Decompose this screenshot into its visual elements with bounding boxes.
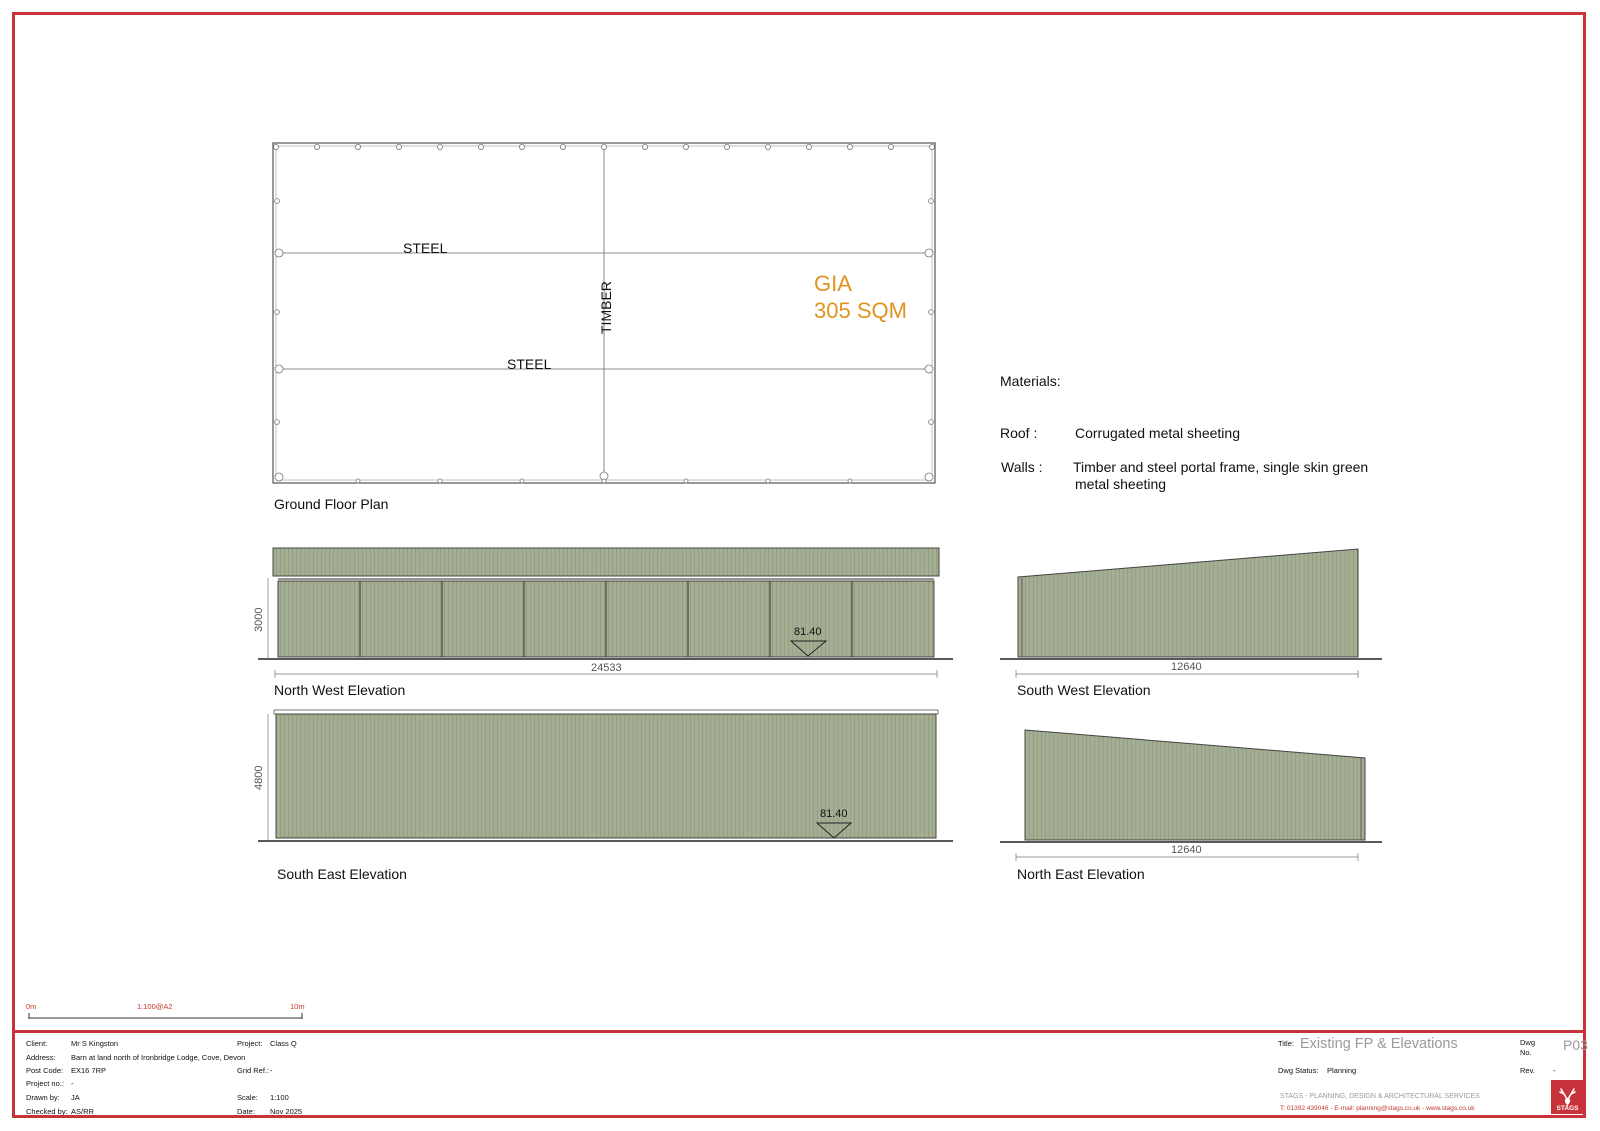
scale-bar-start: 0m [26,1002,37,1011]
dwg-no-key-line1: Dwg [1520,1038,1536,1047]
plan-post [929,199,934,204]
steel-beam-label-lower: STEEL [507,356,552,372]
south-west-elevation-caption: South West Elevation [1017,682,1151,698]
materials-walls-line1: Timber and steel portal frame, single skin green [1073,459,1369,475]
scale-bar-ratio: 1:100@A2 [137,1002,173,1011]
dwg-status-key: Dwg Status: [1278,1066,1319,1075]
address-key: Address: [26,1053,56,1062]
checked-by-value: AS/RR [71,1107,94,1116]
scale-value: 1:100 [270,1093,289,1102]
stags-logo-text: STAGS [1556,1105,1579,1112]
plan-post [314,144,319,149]
plan-post [724,144,729,149]
rev-value: - [1553,1066,1556,1075]
dwg-no-value: P03 [1563,1037,1588,1053]
plan-post [275,473,283,481]
plan-post [684,479,688,483]
plan-post [929,144,934,149]
project-no-value: - [71,1079,74,1088]
project-no-key: Project no.: [26,1079,64,1088]
materials-walls-line2: metal sheeting [1075,476,1167,492]
plan-post [642,144,647,149]
plan-post [683,144,688,149]
plan-post [847,144,852,149]
materials-heading: Materials: [1000,373,1061,389]
se-level-marker: 81.40 [820,808,848,820]
materials-walls-value [1073,459,1368,493]
materials-walls-key: Walls : [1001,459,1043,475]
gia-value: 305 SQM [814,298,907,323]
drawn-by-key: Drawn by: [26,1093,60,1102]
plan-post [925,473,933,481]
south-east-elevation [258,710,953,841]
plan-post [925,365,933,373]
ne-width-dimension: 12640 [1171,844,1202,856]
postcode-key: Post Code: [26,1066,64,1075]
drawing-title: Existing FP & Elevations [1300,1036,1458,1052]
nw-width-dimension: 24533 [591,662,622,674]
plan-post [602,479,606,483]
date-key: Date: [237,1107,255,1116]
address-value: Barn at land north of Ironbridge Lodge, Cove, Devon [71,1053,246,1062]
plan-post [396,144,401,149]
materials-roof-value: Corrugated metal sheeting [1075,425,1240,441]
plan-post [519,144,524,149]
plan-post [275,365,283,373]
plan-post [437,144,442,149]
title-key: Title: [1278,1039,1294,1048]
timber-beam-label: TIMBER [598,281,614,334]
plan-post [520,479,524,483]
north-west-elevation [258,548,953,678]
nw-height-dimension: 3000 [253,607,265,632]
scale-bar-end: 10m [290,1002,305,1011]
south-east-elevation-caption: South East Elevation [277,866,407,882]
plan-post [275,199,280,204]
dwg-no-key-line2: No. [1520,1048,1532,1057]
ground-floor-plan-caption: Ground Floor Plan [274,496,389,512]
date-value: Nov 2025 [270,1107,303,1116]
scale-bar [29,1013,302,1019]
plan-post [929,420,934,425]
north-east-elevation-caption: North East Elevation [1017,866,1145,882]
plan-post [355,144,360,149]
plan-post [438,479,442,483]
drawn-by-value: JA [71,1093,80,1102]
plan-post [765,144,770,149]
nw-level-marker: 81.40 [794,626,822,638]
checked-by-key: Checked by: [26,1107,68,1116]
plan-post [275,249,283,257]
scale-key: Scale: [237,1093,258,1102]
gia-area-label [814,270,907,324]
plan-post [275,310,280,315]
plan-post [356,479,360,483]
plan-post [806,144,811,149]
plan-post [888,144,893,149]
steel-beam-label-upper: STEEL [403,240,448,256]
sw-width-dimension: 12640 [1171,661,1202,673]
plan-post [275,420,280,425]
plan-post [560,144,565,149]
north-east-elevation [1000,730,1382,861]
project-value: Class Q [270,1039,297,1048]
plan-post [601,144,606,149]
grid-ref-key: Grid Ref.: [237,1066,270,1075]
materials-roof-key: Roof : [1000,425,1038,441]
stags-logo [1551,1080,1584,1114]
dwg-no-key [1520,1038,1535,1058]
plan-post [929,310,934,315]
client-key: Client: [26,1039,48,1048]
dwg-status-value: Planning [1327,1066,1357,1075]
north-west-elevation-caption: North West Elevation [274,682,406,698]
gia-heading: GIA [814,271,852,296]
company-name: STAGS - PLANNING, DESIGN & ARCHITECTURAL SERVICES [1280,1093,1480,1100]
rev-key: Rev. [1520,1066,1535,1075]
plan-post [848,479,852,483]
client-value: Mr S Kingston [71,1039,119,1048]
project-key: Project: [237,1039,263,1048]
company-contact: T: 01392 439046 - E-mail: planning@stags.co.uk - www.stags.co.uk [1280,1105,1475,1112]
plan-post [925,249,933,257]
postcode-value: EX16 7RP [71,1066,107,1075]
plan-post [273,144,278,149]
plan-post [766,479,770,483]
grid-ref-value: - [270,1066,273,1075]
plan-post [478,144,483,149]
south-west-elevation [1000,549,1382,678]
se-height-dimension: 4800 [253,765,265,790]
